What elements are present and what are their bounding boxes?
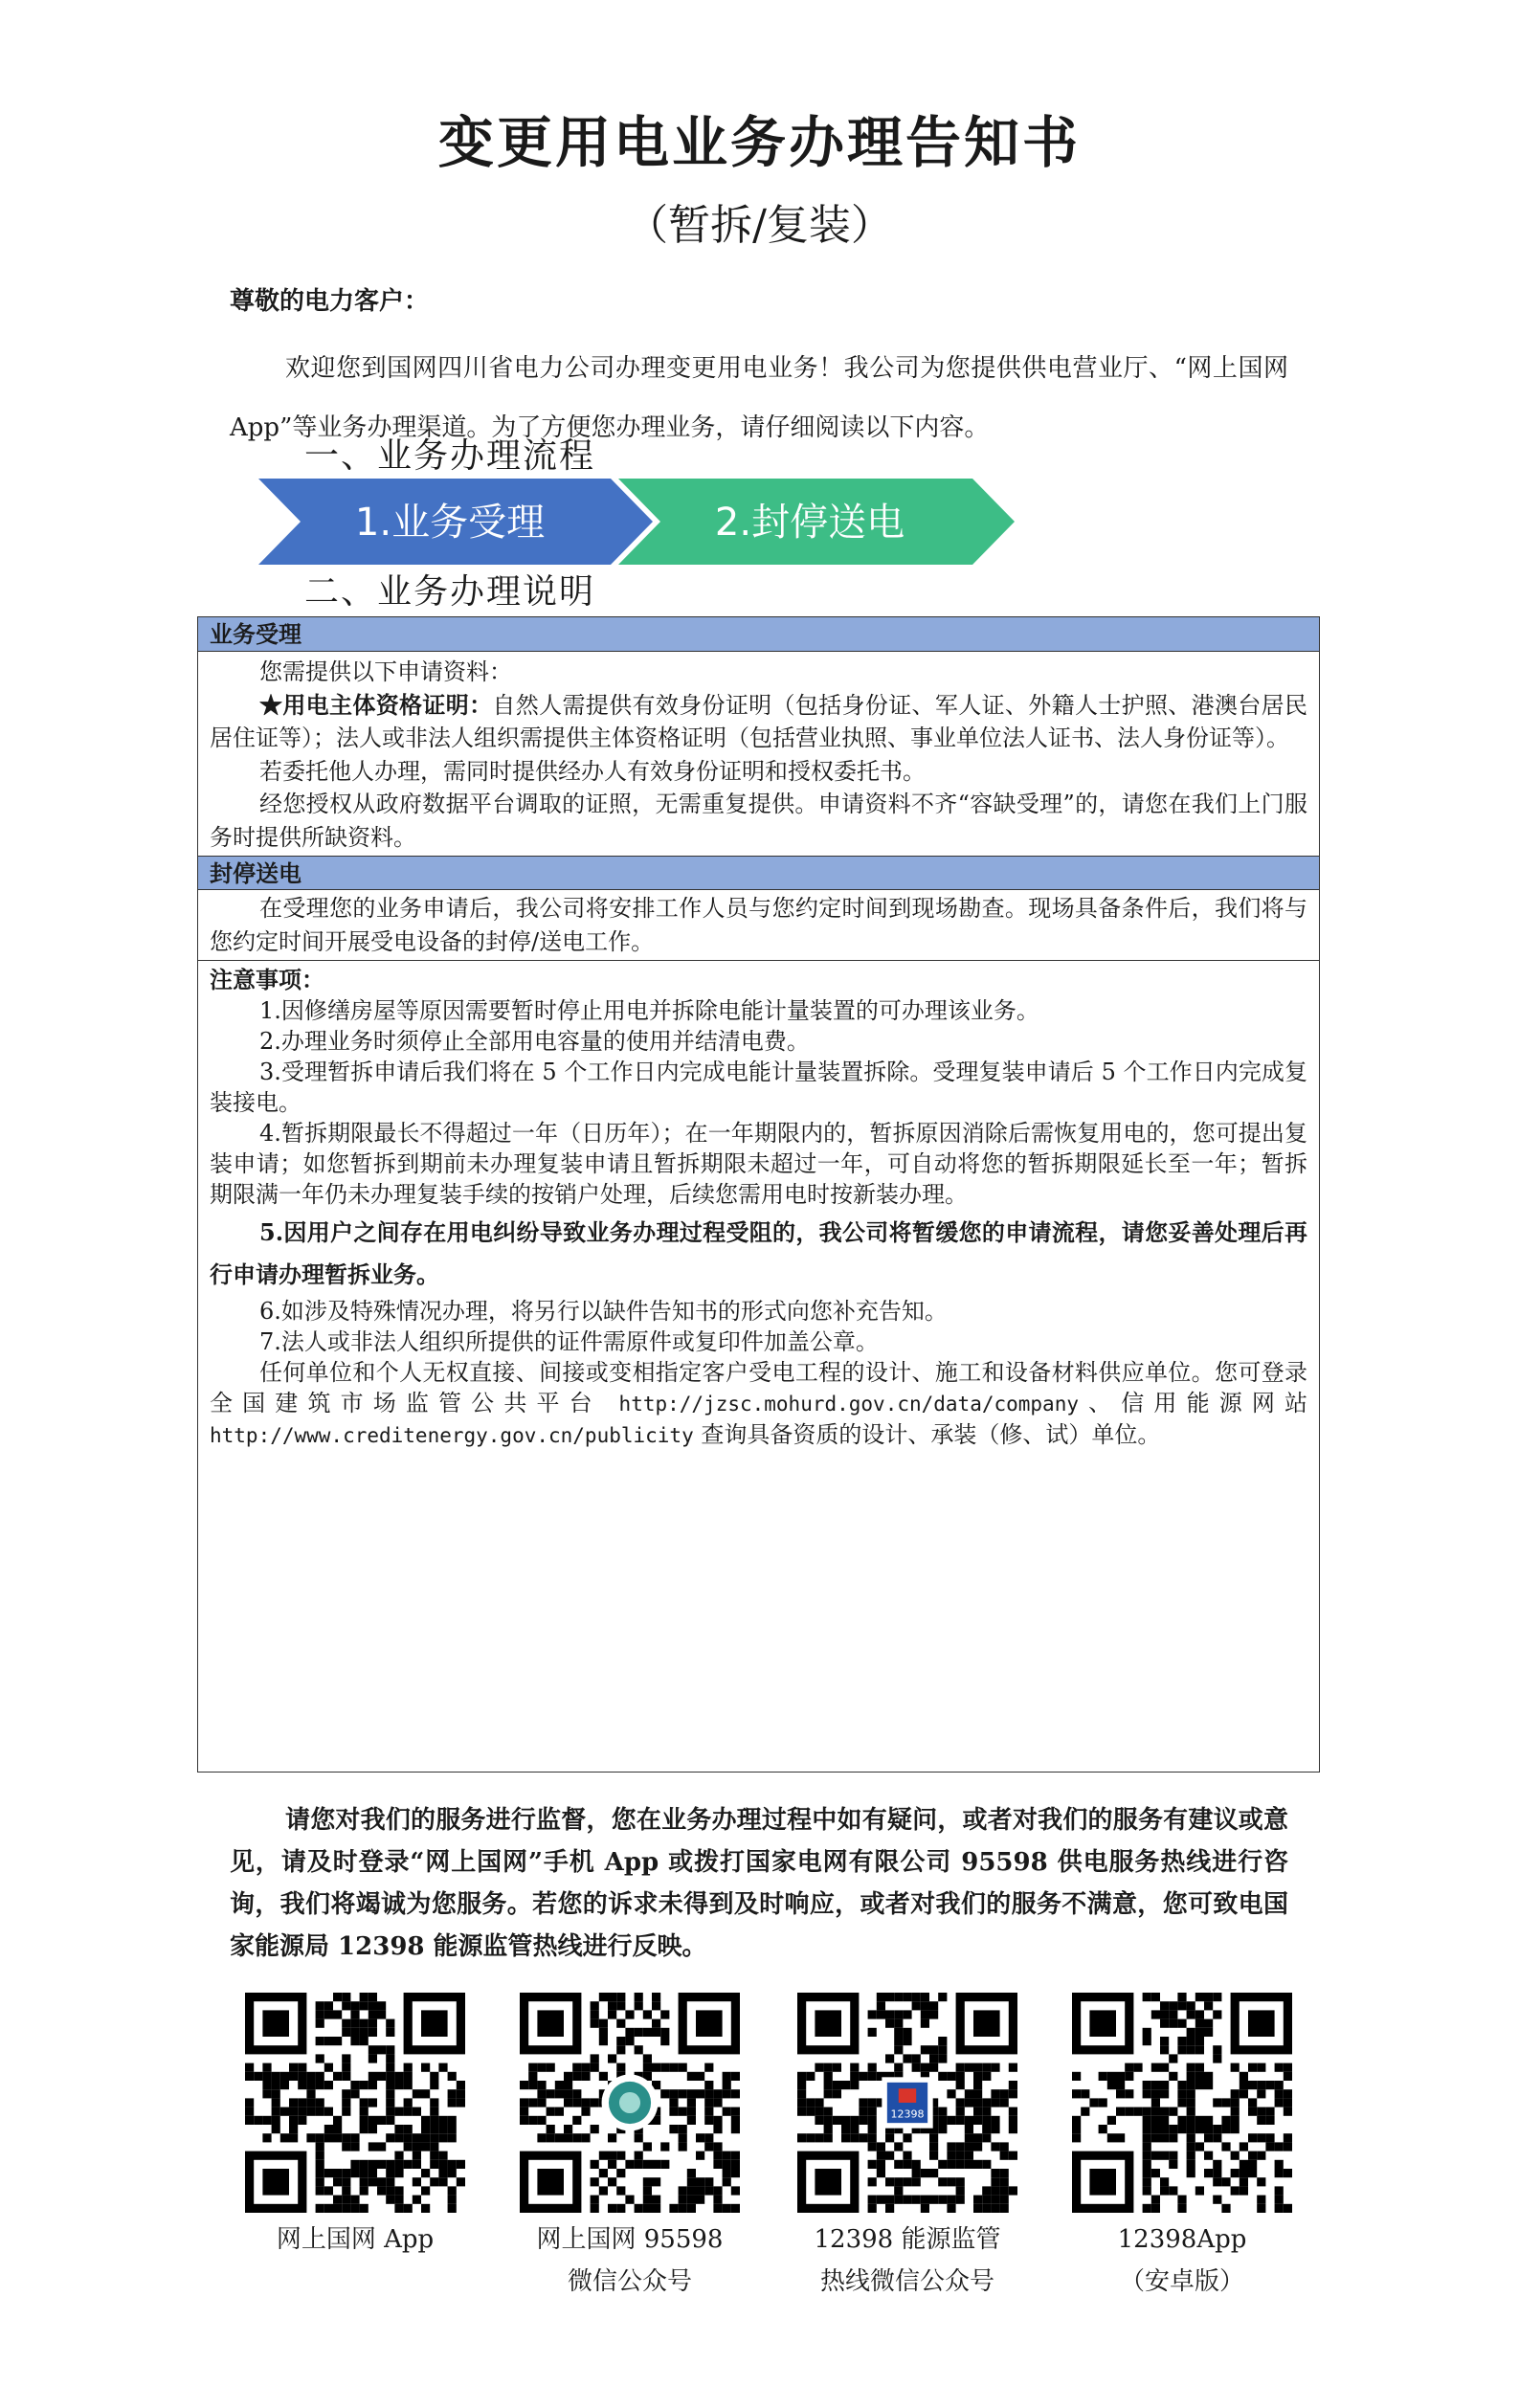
note-item: 3.受理暂拆申请后我们将在 5 个工作日内完成电能计量装置拆除。受理复装申请后 5 个工作日内完成复装接电。 <box>210 1059 1307 1116</box>
greeting: 尊敬的电力客户： <box>230 287 430 316</box>
note-final-b: 、信用能源网站 <box>1078 1390 1308 1416</box>
link-jzsc[interactable]: http://jzsc.mohurd.gov.cn/data/company <box>618 1393 1079 1416</box>
qr-code-image <box>797 1993 1017 2213</box>
acceptance-line: 经您授权从政府数据平台调取的证照，无需重复提供。申请资料不齐“容缺受理”的，请您在我们上门服务时提供所缺资料。 <box>210 791 1307 851</box>
section-heading-process: 一、业务办理流程 <box>304 436 596 476</box>
page-title: 变更用电业务办理告知书 <box>437 110 1081 175</box>
qr-caption-3 <box>764 2218 1051 2303</box>
note-item: 4.暂拆期限最长不得超过一年（日历年）；在一年期限内的，暂拆原因消除后需恢复用电的，您可提出复装申请；如您暂拆到期前未办理复装申请且暂拆期限未超过一年，可自动将您的暂拆期限延长至一年；暂拆期限满一年仍未办理复装手续的按销户处理，后续您需用电时按新装办理。 <box>210 1120 1307 1208</box>
acceptance-line: 若委托他人办理，需同时提供经办人有效身份证明和授权委托书。 <box>259 757 926 785</box>
qr-caption-line: 12398 能源监管 <box>814 2225 1001 2254</box>
table-header-seal: 封停送电 <box>198 856 1319 890</box>
seal-cell <box>198 890 1319 960</box>
table-header-acceptance: 业务受理 <box>198 617 1319 652</box>
qr-caption-line: 12398App <box>1117 2225 1247 2254</box>
qr-code-1[interactable] <box>245 1993 465 2217</box>
seal-text: 在受理您的业务申请后，我公司将安排工作人员与您约定时间到现场勘查。现场具备条件后，我们将与您约定时间开展受电设备的封停/送电工作。 <box>210 895 1307 955</box>
cert-text: 自然人需提供有效身份证明（包括身份证、军人证、外籍人士护照、港澳台居民居住证等）；法人或非法人组织需提供主体资格证明（包括营业执照、事业单位法人证书、法人身份证等）。 <box>210 691 1308 751</box>
note-final <box>210 1357 1307 1451</box>
process-step-2-label: 2.封停送电 <box>714 501 905 545</box>
cert-label: ★用电主体资格证明： <box>259 690 493 719</box>
qr-code-image <box>520 1993 740 2213</box>
qr-caption-line: 热线微信公众号 <box>819 2267 994 2296</box>
qr-code-image <box>1072 1993 1292 2213</box>
note-item-bold: 5.因用户之间存在用电纠纷导致业务办理过程受阻的，我公司将暂缓您的申请流程，请您妥善处理后再行申请办理暂拆业务。 <box>210 1218 1307 1288</box>
note-final-c: 查询具备资质的设计、承装（修、试）单位。 <box>701 1421 1161 1448</box>
intro-paragraph: 欢迎您到国网四川省电力公司办理变更用电业务！我公司为您提供供电营业厅、“网上国网 App”等业务办理渠道。为了方便您办理业务，请仔细阅读以下内容。 <box>230 354 1288 442</box>
qr-caption-2 <box>486 2218 773 2303</box>
note-final-a: 任何单位和个人无权直接、间接或变相指定客户受电工程的设计、施工和设备材料供应单位。您可登录全国建筑市场监管公共平台 <box>210 1359 1307 1416</box>
qr-code-2[interactable] <box>520 1993 740 2217</box>
acceptance-cell <box>198 652 1319 856</box>
notes-title: 注意事项： <box>210 966 324 993</box>
process-flow <box>258 479 1015 565</box>
instructions-table <box>197 616 1320 1773</box>
qr-caption-line: 网上国网 App <box>276 2225 435 2254</box>
page-subtitle: （暂拆/复装） <box>626 201 893 250</box>
qr-code-4[interactable] <box>1072 1993 1292 2217</box>
note-item: 7.法人或非法人组织所提供的证件需原件或复印件加盖公章。 <box>259 1328 879 1355</box>
acceptance-cert <box>210 689 1307 755</box>
qr-caption-line: 网上国网 95598 <box>536 2225 724 2254</box>
process-step-1-label: 1.业务受理 <box>354 501 546 545</box>
qr-badge-label: 12398 <box>890 2107 925 2121</box>
link-creditenergy[interactable]: http://www.creditenergy.gov.cn/publicity <box>210 1424 694 1447</box>
qr-code-image <box>245 1993 465 2213</box>
note-item: 6.如涉及特殊情况办理，将另行以缺件告知书的形式向您补充告知。 <box>259 1298 948 1325</box>
qr-caption-line: 微信公众号 <box>567 2267 692 2296</box>
qr-caption-1 <box>212 2218 499 2261</box>
note-item: 2.办理业务时须停止全部用电容量的使用并结清电费。 <box>259 1028 810 1055</box>
section-heading-instructions: 二、业务办理说明 <box>304 572 596 612</box>
acceptance-line: 您需提供以下申请资料： <box>259 658 512 685</box>
qr-caption-4 <box>1039 2218 1326 2303</box>
qr-caption-line: （安卓版） <box>1119 2267 1244 2296</box>
notes-cell <box>198 960 1319 1451</box>
closing-text: 请您对我们的服务进行监督，您在业务办理过程中如有疑问，或者对我们的服务有建议或意见，请及时登录“网上国网”手机 App 或拨打国家电网有限公司 95598 供电服务热线进行咨询，我们将竭诚为您服务。若您的诉求未得到及时响应，或者对我们的服务不满意，您可致电国家能源局 12398 能源监管热线进行反映。 <box>230 1806 1288 1961</box>
qr-code-3[interactable] <box>797 1993 1017 2217</box>
closing-paragraph <box>230 1799 1288 1968</box>
note-item: 1.因修缮房屋等原因需要暂时停止用电并拆除电能计量装置的可办理该业务。 <box>259 997 1039 1024</box>
